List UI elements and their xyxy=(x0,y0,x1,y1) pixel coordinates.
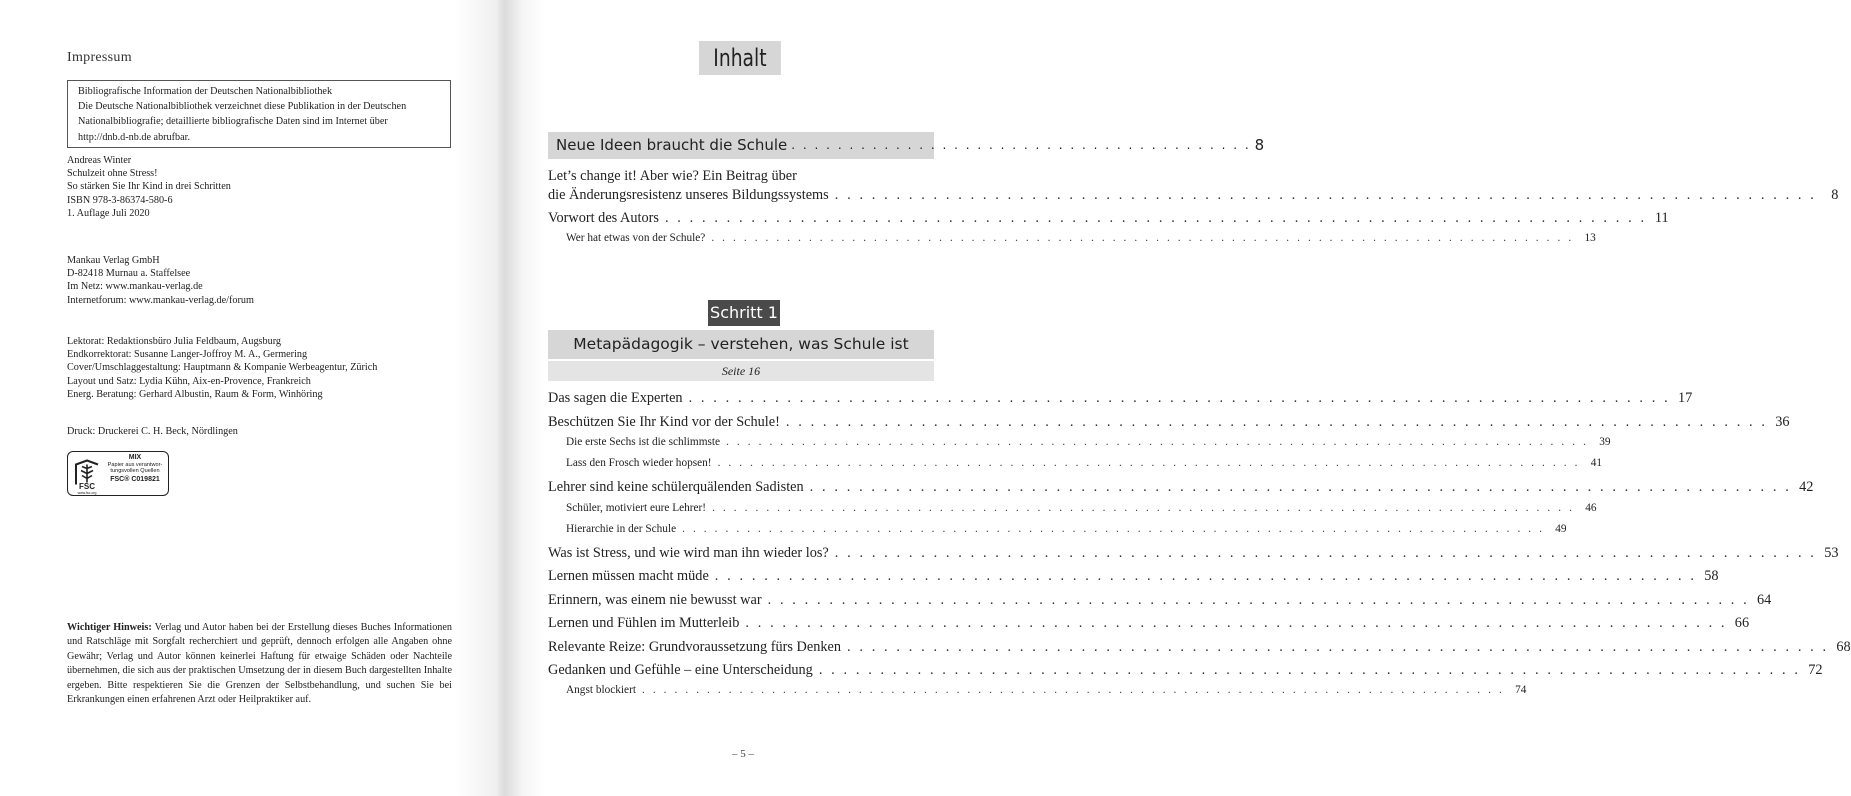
toc-entry-page: 53 xyxy=(1824,545,1839,561)
notice-label: Wichtiger Hinweis: xyxy=(67,622,152,633)
toc-entry xyxy=(548,568,1719,585)
fsc-code: FSC® C019821 xyxy=(110,475,160,483)
leader-dots: . . . . . . . . . . . . . . . . . . . . . . . . . . . . . . . . . . . . . . . . . . . . . . . . . . . . . . . . . . . . . . . . . . . . . . . . . . . . . . . . xyxy=(847,639,1829,655)
chapter0-page: 8 xyxy=(1254,136,1265,154)
fsc-url: www.fsc.org xyxy=(77,491,97,495)
toc-entry-title: Lehrer sind keine schülerquälenden Sadisten xyxy=(548,479,804,495)
toc-entry xyxy=(548,436,1611,448)
publisher-line: Mankau Verlag GmbH xyxy=(67,255,160,266)
leader-dots: . . . . . . . . . . . . . . . . . . . . . . . . . . . . . . . . . . . . . . . . . . . . . . . . . . . . . . . . . . . . . . . . . . . . . . . . . . . . . . . . xyxy=(711,232,1574,244)
toc-entry-title: Wer hat etwas von der Schule? xyxy=(566,232,706,244)
toc-entry-page: 42 xyxy=(1799,479,1814,495)
toc-entry-page: 72 xyxy=(1808,662,1823,678)
toc-entry xyxy=(548,592,1772,609)
toc-entry-page: 66 xyxy=(1734,615,1750,631)
toc-entry-title: Lernen müssen macht müde xyxy=(548,568,709,584)
leader-dots: . . . . . . . . . . . . . . . . . . . . . . . . . . . . . . . . . . . . . . . . . . . . . . . . . . . . . . . . . . . . . . . . . . . . . . . . . . . . . . . . xyxy=(818,662,1801,678)
leader-dots: . . . . . . . . . . . . . . . . . . . . . . . . . . . . . . . . . . . . . . . . . . . . . . . . . . . . . . . . . . . . . . . . . . . . . . . . . . . . . . . . xyxy=(834,545,1817,561)
toc-entry-page: 46 xyxy=(1585,502,1597,514)
book-info xyxy=(67,154,231,220)
toc-entry-title: Hierarchie in der Schule xyxy=(566,523,677,535)
toc-entry-title: Beschützen Sie Ihr Kind vor der Schule! xyxy=(548,414,780,430)
toc-entry-page: 41 xyxy=(1590,457,1603,469)
bib-line: Nationalbibliografie; detaillierte bibliografische Daten sind im Internet über xyxy=(78,116,388,128)
fsc-label xyxy=(67,451,169,496)
toc-entry xyxy=(548,390,1693,407)
fsc-logo-word: FSC xyxy=(79,482,95,491)
toc-entry-title: Let’s change it! Aber wie? Ein Beitrag über xyxy=(548,168,797,184)
toc-entry-title: Das sagen die Experten xyxy=(548,390,683,406)
publisher-line: Internetforum: www.mankau-verlag.de/forum xyxy=(67,294,254,306)
fsc-mix: MIX xyxy=(128,454,142,461)
chapter0-title: Neue Ideen braucht die Schule xyxy=(556,136,788,154)
book-info-line: 1. Auflage Juli 2020 xyxy=(67,207,150,219)
toc-entry xyxy=(548,684,1527,696)
bib-line: Bibliografische Information der Deutschen Nationalbibliothek xyxy=(78,86,333,97)
bibliographic-info-box xyxy=(67,80,451,148)
toc-entry xyxy=(548,210,1669,227)
toc-entry-title: die Änderungsresistenz unseres Bildungssystems xyxy=(548,187,829,203)
leader-dots: . . . . . . . . . . . . . . . . . . . . . . . . . . . . . . . . . . . . . . . . . . . . . . . . . . . . . . . . . . . . . . . . . . . . . . . . . . . . . . . . xyxy=(712,502,1575,514)
toc-entry-title: Lernen und Fühlen im Mutterleib xyxy=(548,615,740,631)
toc-entry-title: Schüler, motiviert eure Lehrer! xyxy=(566,502,707,514)
leader-dots: . . . . . . . . . . . . . . . . . . . . . . . . . . . . . . . . . . . . . . . . . . . . . . . . . . . . . . . . . . . . . . . . . . . . . . . . . . . . . . . . xyxy=(717,457,1581,469)
toc-entry-page: 8 xyxy=(1831,187,1839,203)
toc-entry-page: 36 xyxy=(1775,414,1790,430)
toc-entry-title: Was ist Stress, und wie wird man ihn wieder los? xyxy=(548,545,829,561)
toc-entry xyxy=(548,502,1597,514)
toc-entry xyxy=(548,545,1839,562)
leader-dots: . . . . . . . . . . . . . . . . . . . . . . . . . . . . . . . . . . . . . . . . . . . . . . . . . . . . . . . . . . . . . . . . . . . . . . . . . . . . . . . . xyxy=(682,523,1545,535)
print-info: Druck: Druckerei C. H. Beck, Nördlingen xyxy=(67,426,238,437)
leader-dots: . . . . . . . . . . . . . . . . . . . . . . . . . . . . . . . . . . . . . . . . . . . . . . . . . . . . . . . . . . . . . . . . . . . . . . . . . . . . . . . . xyxy=(767,592,1750,608)
toc-entry-page: 58 xyxy=(1704,568,1719,584)
book-info-line: So stärken Sie Ihr Kind in drei Schritten xyxy=(67,181,231,193)
toc-entry xyxy=(548,187,1839,204)
bib-line: http://dnb.d-nb.de abrufbar. xyxy=(78,131,191,143)
toc-entry xyxy=(548,662,1823,679)
credit-line: Lektorat: Redaktionsbüro Julia Feldbaum, Augsburg xyxy=(67,336,282,347)
toc-chapter-heading xyxy=(548,132,1265,159)
toc-entry-page: 13 xyxy=(1584,232,1596,244)
leader-dots: . . . . . . . . . . . . . . . . . . . . . . . . . . . . . . . . . . . . . . . . . . . . . . . . . . . . . . . . . . . . . . . . . . . . . . . . . . . . . . . . xyxy=(641,684,1505,696)
leader-dots: . . . . . . . . . . . . . . . . . . . . . . . . . . . . . . . . . . . . . . . . xyxy=(791,138,1251,152)
book-info-line: ISBN 978-3-86374-580-6 xyxy=(67,194,173,206)
part-page: Seite 16 xyxy=(548,361,934,381)
part-title: Metapädagogik – verstehen, was Schule ist xyxy=(548,330,934,359)
toc-entry-title: Die erste Sechs ist die schlimmste xyxy=(566,436,721,448)
book-info-line: Schulzeit ohne Stress! xyxy=(67,168,158,180)
toc-entry-page: 49 xyxy=(1555,523,1567,535)
toc-entry-title: Angst blockiert xyxy=(566,684,636,696)
toc-entry-title: Lass den Frosch wieder hopsen! xyxy=(566,457,712,469)
toc-entry-page: 11 xyxy=(1654,210,1669,226)
leader-dots: . . . . . . . . . . . . . . . . . . . . . . . . . . . . . . . . . . . . . . . . . . . . . . . . . . . . . . . . . . . . . . . . . . . . . . . . . . . . . . . . xyxy=(809,479,1792,495)
leader-dots: . . . . . . . . . . . . . . . . . . . . . . . . . . . . . . . . . . . . . . . . . . . . . . . . . . . . . . . . . . . . . . . . . . . . . . . . . . . . . . . . xyxy=(834,187,1817,203)
toc-entry-title: Erinnern, was einem nie bewusst war xyxy=(548,592,762,608)
part-label: Schritt 1 xyxy=(708,300,780,326)
toc-entry-page: 68 xyxy=(1836,639,1851,655)
leader-dots: . . . . . . . . . . . . . . . . . . . . . . . . . . . . . . . . . . . . . . . . . . . . . . . . . . . . . . . . . . . . . . . . . . . . . . . . . . . . . . . . xyxy=(785,414,1768,430)
leader-dots: . . . . . . . . . . . . . . . . . . . . . . . . . . . . . . . . . . . . . . . . . . . . . . . . . . . . . . . . . . . . . . . . . . . . . . . . . . . . . . . . xyxy=(745,615,1728,631)
toc-entry xyxy=(548,639,1851,656)
credit-line: Cover/Umschlaggestaltung: Hauptmann & Kompanie Werbeagentur, Zürich xyxy=(67,362,378,374)
impressum-heading: Impressum xyxy=(67,50,132,65)
toc-entry xyxy=(548,457,1603,469)
fsc-line: Papier aus verantwor- xyxy=(107,461,163,468)
credit-line: Endkorrektorat: Susanne Langer-Joffroy M. A., Germering xyxy=(67,349,308,361)
important-notice xyxy=(67,621,452,707)
toc-entry-page: 74 xyxy=(1515,684,1527,696)
credit-line: Energ. Beratung: Gerhard Albustin, Raum & Form, Winhöring xyxy=(67,388,323,400)
book-gutter-shadow xyxy=(455,0,545,796)
toc-entry xyxy=(548,414,1790,431)
credits xyxy=(67,335,377,401)
book-info-line: Andreas Winter xyxy=(67,155,132,166)
toc-entry xyxy=(548,523,1567,535)
leader-dots: . . . . . . . . . . . . . . . . . . . . . . . . . . . . . . . . . . . . . . . . . . . . . . . . . . . . . . . . . . . . . . . . . . . . . . . . . . . . . . . . xyxy=(688,390,1671,406)
toc-entry xyxy=(548,168,934,185)
publisher-info xyxy=(67,254,254,307)
publisher-line: Im Netz: www.mankau-verlag.de xyxy=(67,281,203,293)
leader-dots: . . . . . . . . . . . . . . . . . . . . . . . . . . . . . . . . . . . . . . . . . . . . . . . . . . . . . . . . . . . . . . . . . . . . . . . . . . . . . . . . xyxy=(726,436,1589,448)
toc-title: Inhalt xyxy=(699,41,781,75)
leader-dots: . . . . . . . . . . . . . . . . . . . . . . . . . . . . . . . . . . . . . . . . . . . . . . . . . . . . . . . . . . . . . . . . . . . . . . . . . . . . . . . . xyxy=(664,210,1647,226)
toc-entry xyxy=(548,615,1750,632)
toc-entry-page: 39 xyxy=(1599,436,1611,448)
toc-entry-title: Vorwort des Autors xyxy=(548,210,659,226)
left-page xyxy=(0,0,480,796)
notice-text: Verlag und Autor haben bei der Erstellung dieses Buches Informationen und Ratschläge mit Sorgfalt recherchiert und geprüft, dennoch erfolgen alle Angaben ohne Gewähr; Verlag und Autor können keinerlei Haftung für etwaige Schäden oder Nachteile übernehmen, die sich aus der praktischen Umsetzung der in diesem Buch dargestellten Inhalte ergeben. Bitte respektieren Sie die Grenzen der Selbstbehandlung, und suchen Sie bei Erkrankungen einen erfahrenen Arzt oder Heilpraktiker auf. xyxy=(67,622,453,706)
bib-line: Die Deutsche Nationalbibliothek verzeichnet diese Publikation in der Deutschen xyxy=(78,101,407,113)
fsc-text xyxy=(104,455,166,483)
fsc-line: tungsvollen Quellen xyxy=(110,468,160,475)
credit-line: Layout und Satz: Lydia Kühn, Aix-en-Provence, Frankreich xyxy=(67,375,311,387)
leader-dots: . . . . . . . . . . . . . . . . . . . . . . . . . . . . . . . . . . . . . . . . . . . . . . . . . . . . . . . . . . . . . . . . . . . . . . . . . . . . . . . . xyxy=(714,568,1697,584)
toc-entry-page: 64 xyxy=(1757,592,1772,608)
toc-entry xyxy=(548,479,1814,496)
toc-entry-title: Gedanken und Gefühle – eine Unterscheidung xyxy=(548,662,813,678)
toc-entry-page: 17 xyxy=(1677,390,1693,406)
page-number: – 5 – xyxy=(732,748,754,760)
publisher-line: D-82418 Murnau a. Staffelsee xyxy=(67,268,191,280)
toc-entry xyxy=(548,232,1596,244)
toc-entry-title: Relevante Reize: Grundvoraussetzung fürs Denken xyxy=(548,639,841,655)
